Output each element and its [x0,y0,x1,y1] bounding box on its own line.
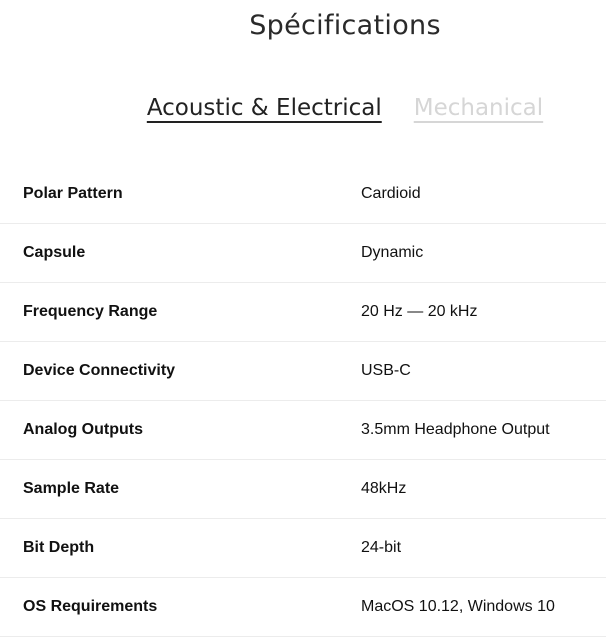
page-title: Spécifications [249,10,441,41]
spec-label: Frequency Range [23,303,158,320]
spec-row-frequency-range [0,283,606,342]
spec-label: OS Requirements [23,598,158,615]
spec-label: Capsule [23,244,86,261]
spec-value: 20 Hz — 20 kHz [361,303,478,320]
spec-value: 3.5mm Headphone Output [361,421,550,438]
spec-value: Cardioid [361,185,421,202]
spec-value: MacOS 10.12, Windows 10 [361,598,555,615]
spec-row-capsule [0,224,606,283]
spec-row-bit-depth [0,519,606,578]
spec-label: Sample Rate [23,480,120,497]
tab-mechanical[interactable]: Mechanical [413,95,544,121]
spec-label: Analog Outputs [23,421,143,438]
spec-label: Device Connectivity [23,362,176,379]
spec-label: Bit Depth [23,539,95,556]
spec-value: USB-C [361,362,411,379]
spec-row-os-requirements [0,578,606,637]
spec-table [0,165,606,637]
spec-row-analog-outputs [0,401,606,460]
spec-row-sample-rate [0,460,606,519]
tab-acoustic-electrical[interactable]: Acoustic & Electrical [146,95,382,121]
spec-value: 48kHz [361,480,407,497]
spec-tabs [0,92,606,124]
spec-label: Polar Pattern [23,185,123,202]
spec-row-device-connectivity [0,342,606,401]
spec-value: 24-bit [361,539,402,556]
spec-row-polar-pattern [0,165,606,224]
spec-value: Dynamic [361,244,424,261]
